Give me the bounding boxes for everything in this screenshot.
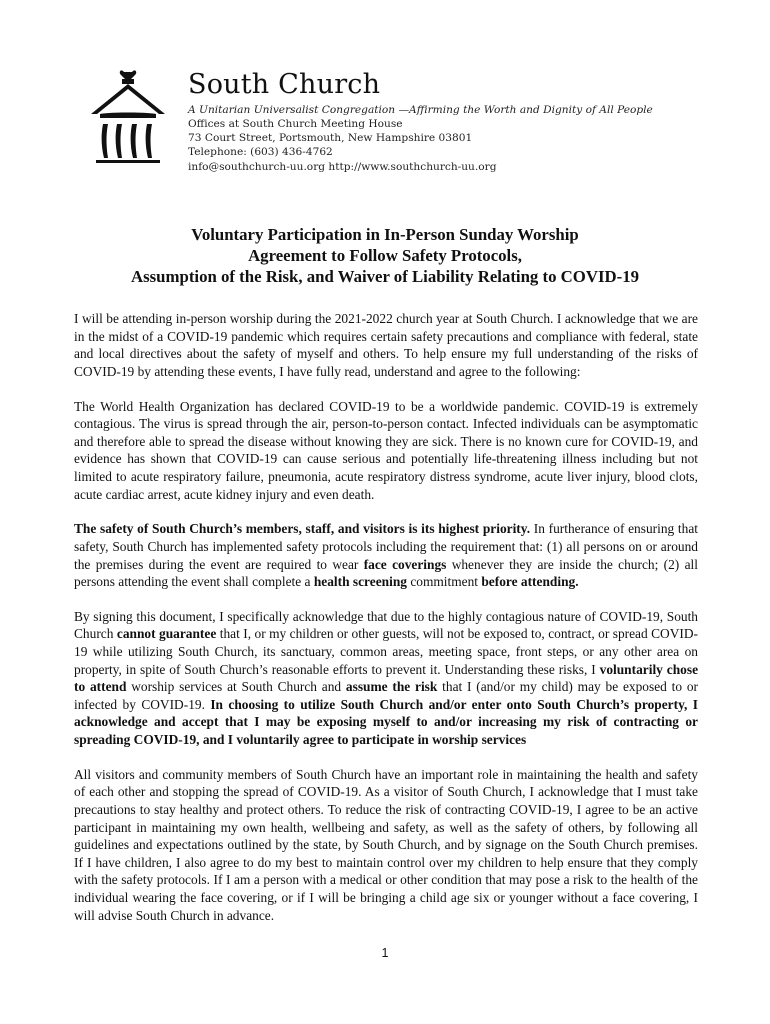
document-body [74,310,698,941]
text-run: In furtherance of ensuring that safety, South Church has implemented safety protocols including the requirement that: (1) all persons on or around the premises during the event are required to wear [74,521,698,572]
bold-text: The safety of South Church’s members, staff, and visitors is its highest priority. [74,521,531,537]
bold-text: assume the risk [345,679,438,695]
paragraph-intro: I will be attending in-person worship during the 2021-2022 church year at South Church. I acknowledge that we are in the midst of a COVID-19 pandemic which requires certain safety precautions and compliance with federal, state and local directives about the safety of myself and others. To help ensure my full understanding of the risks of COVID-19 by attending these events, I have fully read, understand and agree to the following: [74,311,698,379]
text-run: worship services at South Church and [126,679,346,695]
paragraph-acknowledgement [74,608,698,749]
office-name: Offices at South Church Meeting House [188,118,403,130]
text-run: whenever they are inside the church; (2) all persons attending the event shall complete a [74,556,698,590]
bold-text: voluntarily chose to attend [74,661,699,695]
text-run: By signing this document, I specifically acknowledge that due to the highly contagious nature of COVID-19, South Church [74,608,698,642]
page-number: 1 [381,946,389,960]
text-run: commitment [406,574,482,590]
paragraph-safety-priority [74,520,698,590]
title-line-1: Voluntary Participation in In-Person Sunday Worship [191,225,579,244]
title-line-3: Assumption of the Risk, and Waiver of Liability Relating to COVID-19 [131,267,639,286]
letterhead [88,66,688,186]
bold-text: cannot guarantee [116,626,217,642]
org-tagline: A Unitarian Universalist Congregation —Affirming the Worth and Dignity of All People [188,104,653,116]
paragraph-visitor-responsibilities: All visitors and community members of South Church have an important role in maintaining the health and safety of each other and stopping the spread of COVID-19. As a visitor of South Church, I acknowledge that I must take precautions to stay healthy and protect others. To reduce the risk of contracting COVID-19, I agree to be an active participant in maintaining my own health, wellbeing and safety, as well as the safety of others, by following all guidelines and expectations outlined by the state, by South Church, and by signage on the South Church premises. If I have children, I also agree to do my best to maintain control over my children to help ensure that they comply with the safety protocols. If I am a person with a medical or other condition that may pose a risk to the health of the individual wearing the face covering, or if I will be bringing a child age six or younger without a face covering, I will advise South Church in advance. [74,766,698,923]
bold-text: health screening [313,574,407,590]
title-line-2: Agreement to Follow Safety Protocols, [248,246,522,265]
paragraph-who-declaration: The World Health Organization has declared COVID-19 to be a worldwide pandemic. COVID-19 is extremely contagious. The virus is spread through the air, person-to-person contact. Infected individuals can be asymptomatic and therefore able to spread the disease without knowing they are sick. There is no known cure for COVID-19, and evidence has shown that COVID-19 can cause serious and potentially life-threatening illness including but not limited to acute respiratory failure, pneumonia, acute respiratory distress syndrome, acute liver injury, blood clots, acute cardiac arrest, acute kidney injury and even death. [74,398,698,502]
letterhead-text [188,70,688,174]
org-name: South Church [188,69,381,100]
email-website: info@southchurch-uu.org http://www.southchurch-uu.org [188,160,497,173]
text-run: that I, or my children or other guests, will not be exposed to, contract, or spread COVID-19 while utilizing South Church, its sanctuary, common areas, meeting space, front steps, or any other area on property, in spite of South Church’s reasonable efforts to prevent it. Understanding these risks, I [74,626,698,677]
telephone: Telephone: (603) 436-4762 [188,146,333,159]
bold-text: In choosing to utilize South Church and/or enter onto South Church’s property, I acknowledge and accept that I may be exposing myself to and/or increasing my risk of contracting or spreading COVID-19, and I voluntarily agree to participate in worship services [74,696,698,748]
street-address: 73 Court Street, Portsmouth, New Hampshire 03801 [188,132,473,145]
bold-text: before attending. [481,574,579,590]
bold-text: face coverings [363,556,447,572]
document-title [60,224,710,287]
church-logo-icon [88,66,168,166]
text-run: that I (and/or my child) may be exposed to or infected by COVID-19. [74,679,698,712]
